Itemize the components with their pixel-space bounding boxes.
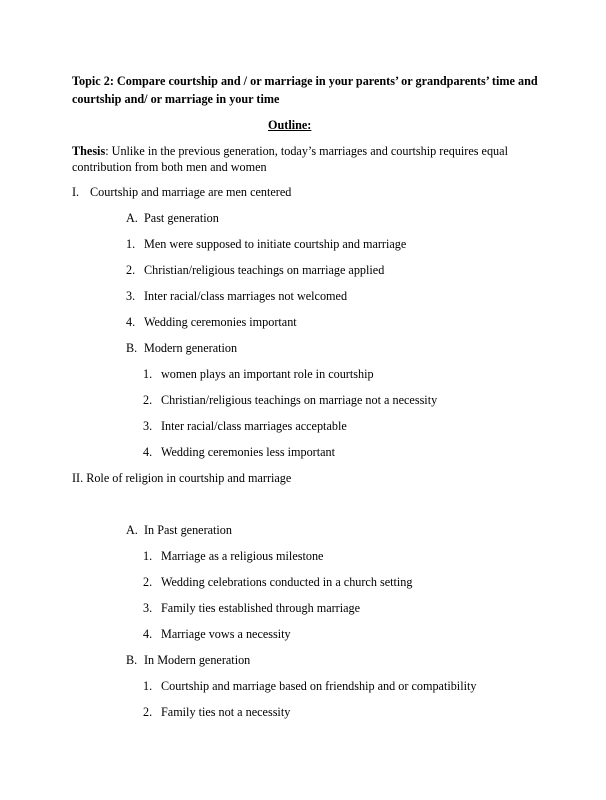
section-1-a-title: Past generation bbox=[144, 211, 219, 225]
section-2-a-title: In Past generation bbox=[144, 523, 232, 537]
list-item-number: 2. bbox=[143, 393, 153, 407]
list-item-number: 4. bbox=[143, 445, 153, 459]
section-1-b-letter: B. bbox=[126, 341, 138, 355]
section-1-a-letter: A. bbox=[126, 211, 138, 225]
list-item-number: 3. bbox=[126, 289, 136, 303]
list-item-text: Christian/religious teachings on marriage not a necessity bbox=[161, 393, 438, 407]
section-2-title: II. Role of religion in courtship and marriage bbox=[72, 471, 292, 485]
list-item-number: 2. bbox=[126, 263, 136, 277]
list-item-text: Christian/religious teachings on marriage applied bbox=[144, 263, 385, 277]
thesis-label: Thesis bbox=[72, 144, 106, 158]
list-item-text: Marriage as a religious milestone bbox=[161, 549, 324, 563]
list-item-number: 2. bbox=[143, 575, 153, 589]
topic-line-2: courtship and/ or marriage in your time bbox=[72, 92, 280, 106]
thesis-line-1 bbox=[72, 144, 508, 159]
outline-heading: Outline: bbox=[268, 118, 312, 132]
list-item-text: Inter racial/class marriages not welcomed bbox=[144, 289, 348, 303]
list-item-number: 3. bbox=[143, 419, 153, 433]
section-2-a-letter: A. bbox=[126, 523, 138, 537]
section-1-numeral: I. bbox=[72, 185, 80, 199]
list-item-number: 1. bbox=[143, 367, 153, 381]
list-item-number: 3. bbox=[143, 601, 153, 615]
section-1-title: Courtship and marriage are men centered bbox=[90, 185, 292, 199]
list-item-text: Marriage vows a necessity bbox=[161, 627, 291, 641]
list-item-text: women plays an important role in courtship bbox=[161, 367, 374, 381]
list-item-text: Wedding celebrations conducted in a church setting bbox=[161, 575, 413, 589]
thesis-text-1: : Unlike in the previous generation, today’s marriages and courtship requires equal bbox=[105, 144, 508, 158]
list-item-text: Inter racial/class marriages acceptable bbox=[161, 419, 347, 433]
section-2-b-title: In Modern generation bbox=[144, 653, 251, 667]
list-item-number: 4. bbox=[143, 627, 153, 641]
list-item-text: Wedding ceremonies important bbox=[144, 315, 297, 329]
section-2-b-letter: B. bbox=[126, 653, 138, 667]
thesis-line-2: contribution from both men and women bbox=[72, 160, 267, 174]
list-item-text: Men were supposed to initiate courtship and marriage bbox=[144, 237, 407, 251]
list-item-number: 1. bbox=[143, 549, 153, 563]
list-item-text: Courtship and marriage based on friendship and or compatibility bbox=[161, 679, 477, 693]
list-item-number: 2. bbox=[143, 705, 153, 719]
list-item-number: 1. bbox=[143, 679, 153, 693]
section-1-b-title: Modern generation bbox=[144, 341, 238, 355]
topic-line-1: Topic 2: Compare courtship and / or marriage in your parents’ or grandparents’ time and bbox=[72, 74, 538, 88]
list-item-number: 4. bbox=[126, 315, 136, 329]
list-item-text: Wedding ceremonies less important bbox=[161, 445, 335, 459]
list-item-number: 1. bbox=[126, 237, 136, 251]
list-item-text: Family ties not a necessity bbox=[161, 705, 291, 719]
list-item-text: Family ties established through marriage bbox=[161, 601, 361, 615]
